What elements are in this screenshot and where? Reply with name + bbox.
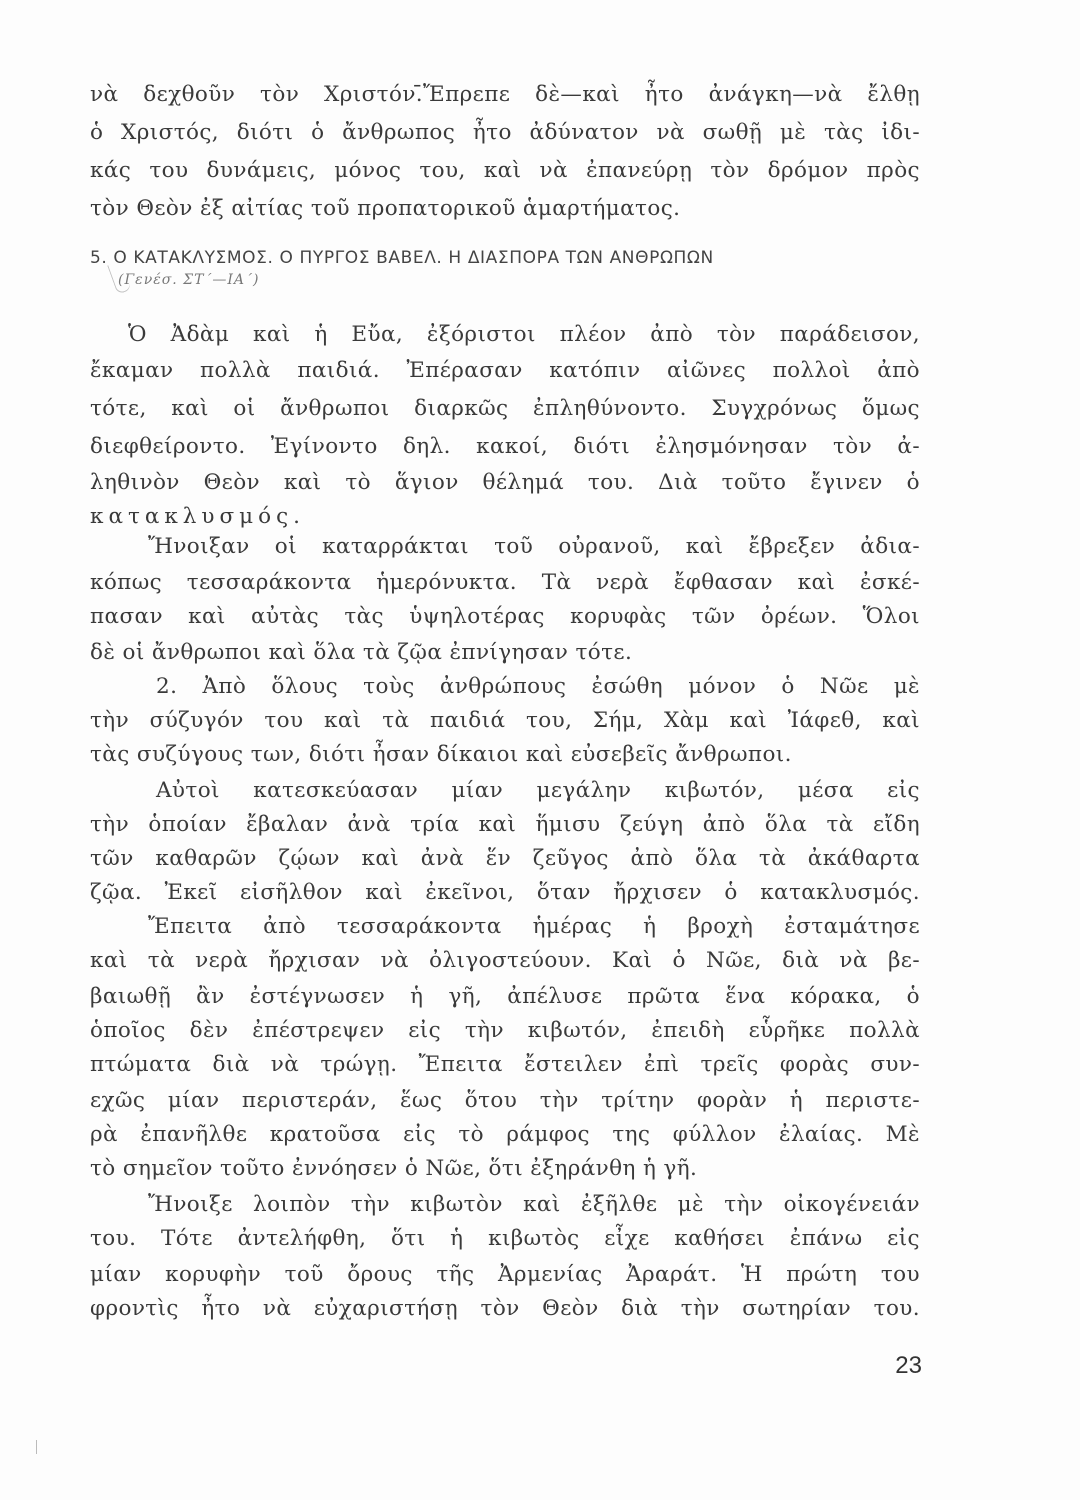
body-line: ὁποῖος δὲν ἐπέστρεψεν εἰς τὴν κιβωτόν, ἐπειδὴ εὗρῆκε πολλὰ xyxy=(90,1018,920,1043)
body-line: δὲ οἱ ἄνθρωποι καὶ ὅλα τὰ ζῷα ἐπνίγησαν τότε. xyxy=(90,640,633,665)
body-line: ἔκαμαν πολλὰ παιδιά. Ἐπέρασαν κατόπιν αἰῶνες πολλοὶ ἀπὸ xyxy=(90,358,920,383)
body-line: Ἤνοιξαν οἱ καταρράκται τοῦ οὐρανοῦ, καὶ ἔβρεξεν ἀδια- xyxy=(148,534,920,559)
body-line: ρὰ ἐπανῆλθε κρατοῦσα εἰς τὸ ράμφος της φύλλον ἐλαίας. Μὲ xyxy=(90,1122,920,1147)
page-number: 23 xyxy=(895,1352,922,1379)
body-line: Αὐτοὶ κατεσκεύασαν μίαν μεγάλην κιβωτόν, μέσα εἰς xyxy=(156,778,920,803)
body-line: τῶν καθαρῶν ζῴων καὶ ἀνὰ ἕν ζεῦγος ἀπὸ ὅλα τὰ ἀκάθαρτα xyxy=(90,846,920,871)
body-line-emphasis: κατακλυσμός. xyxy=(90,504,305,529)
body-line: ζῷα. Ἐκεῖ εἰσῆλθον καὶ ἐκεῖνοι, ὅταν ἤρχισεν ὁ κατακλυσμός. xyxy=(90,880,920,905)
body-line: τὸ σημεῖον τοῦτο ἐννόησεν ὁ Νῶε, ὅτι ἐξηράνθη ἡ γῆ. xyxy=(90,1156,698,1181)
intro-line: τὸν Θεὸν ἐξ αἰτίας τοῦ προπατορικοῦ ἁμαρτήματος. xyxy=(90,196,681,221)
body-line: εχῶς μίαν περιστεράν, ἕως ὅτου τὴν τρίτην φορὰν ἡ περιστε- xyxy=(90,1088,920,1113)
body-line: κόπως τεσσαράκοντα ἡμερόνυκτα. Τὰ νερὰ ἔφθασαν καὶ ἐσκέ- xyxy=(90,570,920,595)
body-line: Ἔπειτα ἀπὸ τεσσαράκοντα ἡμέρας ἡ βροχὴ ἐσταμάτησε xyxy=(148,914,920,939)
body-line: τὴν σύζυγόν του καὶ τὰ παιδιά του, Σήμ, Χὰμ καὶ Ἰάφεθ, καὶ xyxy=(90,708,920,733)
body-line: 2. Ἀπὸ ὅλους τοὺς ἀνθρώπους ἐσώθη μόνον ὁ Νῶε μὲ xyxy=(156,674,920,699)
body-line: διεφθείροντο. Ἐγίνοντο δηλ. κακοί, διότι ἐλησμόνησαν τὸν ἀ- xyxy=(90,434,920,459)
body-line: τότε, καὶ οἱ ἄνθρωποι διαρκῶς ἐπληθύνοντο. Συγχρόνως ὅμως xyxy=(90,396,920,421)
intro-line: ὁ Χριστός, διότι ὁ ἄνθρωπος ἦτο ἀδύνατον νὰ σωθῇ μὲ τὰς ἰδι- xyxy=(90,120,920,145)
body-line: καὶ τὰ νερὰ ἤρχισαν νὰ ὀλιγοστεύουν. Καὶ ὁ Νῶε, διὰ νὰ βε- xyxy=(90,948,920,973)
body-line: του. Τότε ἀντελήφθη, ὅτι ἡ κιβωτὸς εἶχε καθήσει ἐπάνω εἰς xyxy=(90,1226,920,1251)
intro-line: κάς του δυνάμεις, μόνος του, καὶ νὰ ἐπανεύρῃ τὸν δρόμον πρὸς xyxy=(90,158,920,183)
body-line: μίαν κορυφὴν τοῦ ὄρους τῆς Ἀρμενίας Ἀραράτ. Ἡ πρώτη του xyxy=(90,1262,920,1287)
body-line: φροντὶς ἦτο νὰ εὐχαριστήσῃ τὸν Θεὸν διὰ τὴν σωτηρίαν του. xyxy=(90,1296,920,1321)
body-line: τὴν ὁποίαν ἔβαλαν ἀνὰ τρία καὶ ἥμισυ ζεύγη ἀπὸ ὅλα τὰ εἴδη xyxy=(90,812,920,837)
scripture-reference: (Γενέσ. ΣΤ΄—ΙΑ΄) xyxy=(118,272,260,288)
body-line: πασαν καὶ αὐτὰς τὰς ὑψηλοτέρας κορυφὰς τῶν ὀρέων. Ὅλοι xyxy=(90,604,920,629)
scan-mark xyxy=(36,1440,37,1454)
body-line: ληθινὸν Θεὸν καὶ τὸ ἅγιον θέλημά του. Διὰ τοῦτο ἔγινεν ὁ xyxy=(90,470,920,495)
body-line: πτώματα διὰ νὰ τρώγῃ. Ἔπειτα ἔστειλεν ἐπὶ τρεῖς φορὰς συν- xyxy=(90,1052,920,1077)
body-line: Ὁ Ἀδὰμ καὶ ἡ Εὔα, ἐξόριστοι πλέον ἀπὸ τὸν παράδεισον, xyxy=(128,322,920,347)
section-heading: 5. Ο ΚΑΤΑΚΛΥΣΜΟΣ. Ο ΠΥΡΓΟΣ ΒΑΒΕΛ. Η ΔΙΑΣΠΟΡΑ ΤΩΝ ΑΝΘΡΩΠΩΝ xyxy=(90,248,714,268)
body-line: Ἤνοιξε λοιπὸν τὴν κιβωτὸν καὶ ἐξῆλθε μὲ τὴν οἰκογένειάν xyxy=(148,1192,920,1217)
body-line: τὰς συζύγους των, διότι ἦσαν δίκαιοι καὶ εὐσεβεῖς ἄνθρωποι. xyxy=(90,742,792,767)
body-line: βαιωθῇ ἂν ἐστέγνωσεν ἡ γῆ, ἀπέλυσε πρῶτα ἕνα κόρακα, ὁ xyxy=(90,984,920,1009)
intro-line: νὰ δεχθοῦν τὸν Χριστόν.̄Ἔπρεπε δὲ—καὶ ἦτο ἀνάγκη—νὰ ἔλθῃ xyxy=(90,82,920,107)
